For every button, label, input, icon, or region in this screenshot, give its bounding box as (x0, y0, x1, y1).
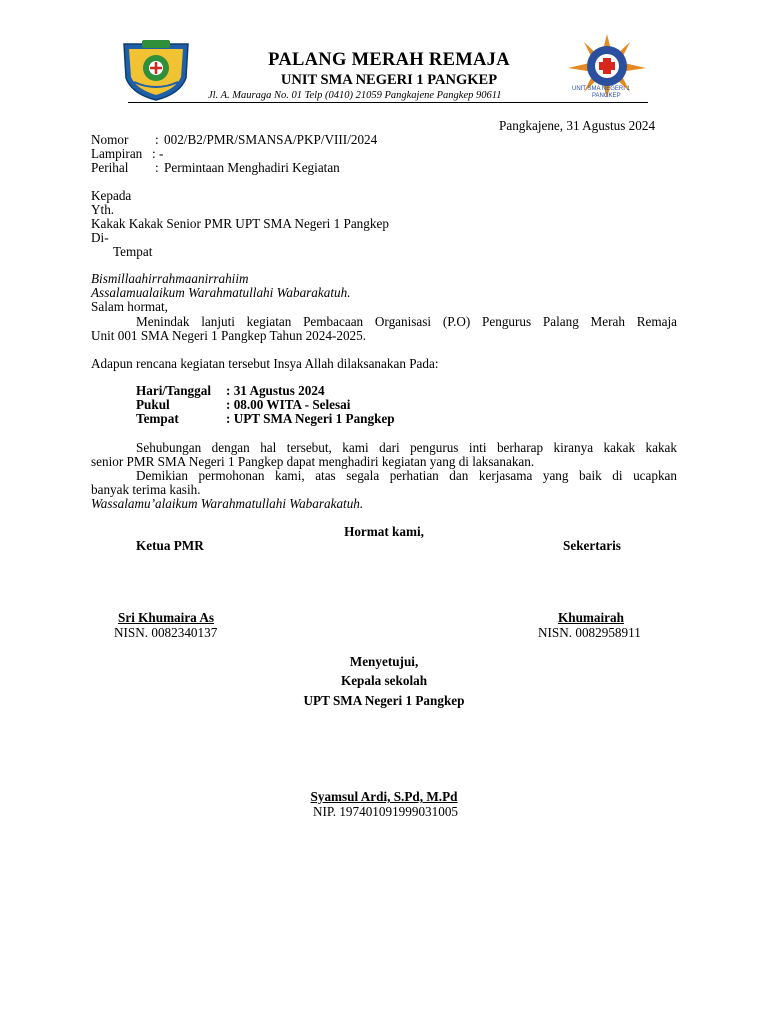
right-signer-id: NISN. 0082958911 (538, 625, 641, 640)
right-signer-name: Khumairah (558, 610, 624, 625)
meta-perihal-label: Perihal (91, 160, 129, 175)
right-logo-caption-1: UNIT SMA NEGERI 1 (572, 86, 630, 92)
approve-line: Menyetujui, (349, 654, 419, 669)
head-signer-id: NIP. 197401091999031005 (312, 804, 459, 819)
paragraph-2-line-1: Sehubungan dengan hal tersebut, kami dari pengurus inti berharap kiranya kakak kakak (136, 440, 677, 455)
meta-nomor-sep: : (155, 132, 159, 147)
schedule-day-value: : 31 Agustus 2024 (226, 383, 325, 398)
right-logo-caption-2: PANGKEP (592, 93, 621, 99)
plan-intro-line: Adapun rencana kegiatan tersebut Insya Allah dilaksanakan Pada: (91, 356, 439, 371)
meta-lampiran-label: Lampiran (91, 146, 143, 161)
schedule-time-label: Pukul (136, 397, 170, 412)
paragraph-3-line-1: Demikian permohonan kami, atas segala perhatian dan kerjasama yang baik di ucapkan (136, 468, 677, 483)
head-role-line: Kepala sekolah (340, 673, 428, 688)
address-line: Jl. A. Mauraga No. 01 Telp (0410) 21059 Pangkajene Pangkep 90611 (208, 90, 502, 101)
meta-perihal-value: Permintaan Menghadiri Kegiatan (164, 160, 340, 175)
recipient-to: Kepada (91, 188, 132, 203)
left-signer-id: NISN. 0082340137 (114, 625, 218, 640)
paragraph-1-line-1: Menindak lanjuti kegiatan Pembacaan Organisasi (P.O) Pengurus Palang Merah Remaja (136, 314, 677, 329)
meta-nomor-value: 002/B2/PMR/SMANSA/PKP/VIII/2024 (164, 132, 378, 147)
meta-lampiran-sep: : - (152, 146, 164, 161)
right-role: Sekertaris (563, 538, 621, 553)
recipient-place: Tempat (113, 244, 153, 259)
left-role: Ketua PMR (136, 538, 204, 553)
head-signer-name: Syamsul Ardi, S.Pd, M.Pd (310, 789, 458, 804)
recipient-yth: Yth. (91, 202, 115, 217)
org-name-heading: PALANG MERAH REMAJA (268, 50, 510, 70)
recipient-name: Kakak Kakak Senior PMR UPT SMA Negeri 1 Pangkep (91, 216, 389, 231)
paragraph-3-line-2: banyak terima kasih. (91, 482, 201, 497)
meta-perihal-sep: : (155, 160, 159, 175)
pmr-compass-logo (568, 34, 646, 104)
meta-nomor-label: Nomor (91, 132, 129, 147)
head-school-line: UPT SMA Negeri 1 Pangkep (303, 693, 465, 708)
salam-line: Assalamualaikum Warahmatullahi Wabarakatuh. (91, 285, 351, 300)
hormat-kami-line: Hormat kami, (344, 524, 424, 539)
schedule-place-label: Tempat (136, 411, 179, 426)
school-emblem-logo (120, 38, 192, 102)
paragraph-1-line-2: Unit 001 SMA Negeri 1 Pangkep Tahun 2024-2025. (91, 328, 367, 343)
unit-name-heading: UNIT SMA NEGERI 1 PANGKEP (280, 72, 498, 88)
schedule-place-value: : UPT SMA Negeri 1 Pangkep (226, 411, 395, 426)
salam-hormat-line: Salam hormat, (91, 299, 168, 314)
left-signer-name: Sri Khumaira As (118, 610, 214, 625)
bismillah-line: Bismillaahirrahmaanirrahiim (91, 271, 249, 286)
wassalam-line: Wassalamu’alaikum Warahmatullahi Wabarakatuh. (91, 496, 364, 511)
paragraph-2-line-2: senior PMR SMA Negeri 1 Pangkep dapat menghadiri kegiatan yang di laksanakan. (91, 454, 535, 469)
schedule-day-label: Hari/Tanggal (136, 383, 211, 398)
date-line: Pangkajene, 31 Agustus 2024 (499, 118, 656, 133)
schedule-time-value: : 08.00 WITA - Selesai (226, 397, 351, 412)
recipient-di: Di- (91, 230, 109, 245)
